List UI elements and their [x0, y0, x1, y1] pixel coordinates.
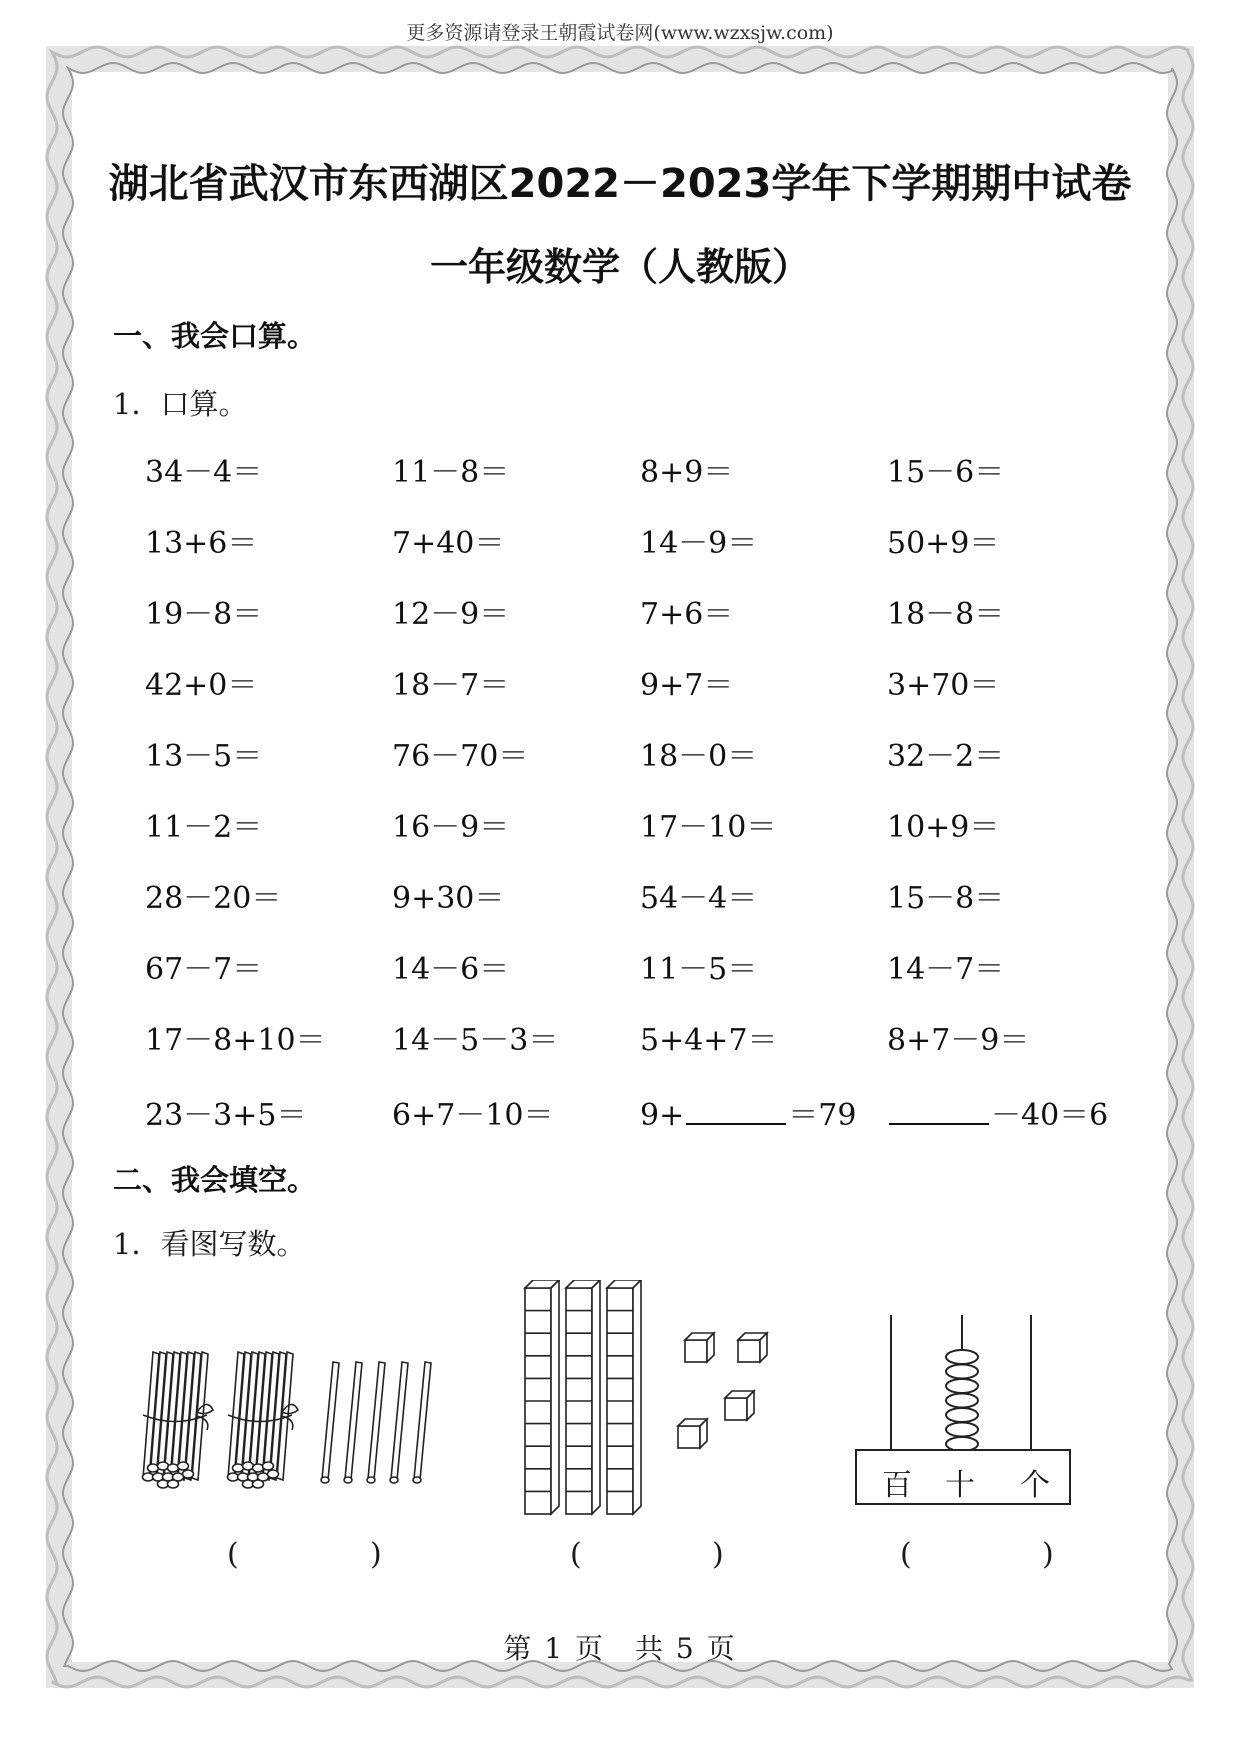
problem-expression: 12－9＝	[392, 597, 510, 632]
problem-expression: 8+9＝	[640, 455, 734, 490]
abacus-beads	[946, 1350, 978, 1451]
section-2-heading: 二、我会填空。	[113, 1163, 317, 1197]
abacus-label-tens: 十	[945, 1468, 975, 1503]
abacus-label-ones: 个	[1020, 1468, 1050, 1503]
answer-paren-close: )	[370, 1537, 382, 1572]
problem-suffix: ＝79	[788, 1098, 857, 1133]
problem-expression: 34－4＝	[145, 455, 263, 490]
fill-blank-problem	[640, 1090, 856, 1134]
stick-bundles-figure	[135, 1340, 445, 1500]
problem-expression: 32－2＝	[887, 739, 1005, 774]
question-2-label: 1．看图写数。	[113, 1227, 306, 1261]
problem-expression: 8+7－9＝	[887, 1023, 1030, 1058]
problem-expression: 54－4＝	[640, 881, 758, 916]
problem-expression: 9+30＝	[392, 881, 505, 916]
single-sticks	[321, 1362, 431, 1483]
problem-expression: 50+9＝	[887, 526, 1000, 561]
problem-expression: 14－9＝	[640, 526, 758, 561]
problem-expression: 3+70＝	[887, 668, 1000, 703]
problem-expression: 15－6＝	[887, 455, 1005, 490]
problem-expression: 13+6＝	[145, 526, 258, 561]
problem-expression: 13－5＝	[145, 739, 263, 774]
ten-rods	[525, 1280, 641, 1514]
problem-expression: 11－2＝	[145, 810, 263, 845]
problem-expression: 76－70＝	[392, 739, 529, 774]
watermark-text: 更多资源请登录王朝霞试卷网(www.wzxsjw.com)	[406, 22, 834, 44]
answer-paren-open: (	[900, 1537, 912, 1572]
problem-expression: 7+6＝	[640, 597, 734, 632]
answer-paren-open: (	[570, 1537, 582, 1572]
problem-expression: 14－5－3＝	[392, 1023, 559, 1058]
problem-suffix: －40＝6	[991, 1098, 1109, 1133]
problem-expression: 9+7＝	[640, 668, 734, 703]
problem-expression: 6+7－10＝	[392, 1098, 554, 1133]
page-footer: 第 1 页 共 5 页	[503, 1632, 737, 1665]
section-1-heading: 一、我会口算。	[113, 319, 317, 353]
unit-cubes	[678, 1333, 767, 1448]
problem-expression: 18－0＝	[640, 739, 758, 774]
exam-title: 湖北省武汉市东西湖区2022－2023学年下学期期中试卷	[108, 161, 1132, 207]
base-ten-blocks-figure	[520, 1280, 780, 1520]
stick-bundle	[228, 1352, 299, 1488]
problem-expression: 10+9＝	[887, 810, 1000, 845]
problem-expression: 11－5＝	[640, 952, 758, 987]
problem-expression: 18－8＝	[887, 597, 1005, 632]
problem-expression: 67－7＝	[145, 952, 263, 987]
problem-expression: 19－8＝	[145, 597, 263, 632]
problem-expression: 14－7＝	[887, 952, 1005, 987]
problem-expression: 11－8＝	[392, 455, 510, 490]
problem-prefix: 9+	[640, 1098, 685, 1133]
answer-paren-open: (	[227, 1537, 239, 1572]
fill-blank-problem	[887, 1090, 1108, 1134]
question-1-label: 1．口算。	[113, 387, 248, 421]
problem-expression: 42+0＝	[145, 668, 258, 703]
problem-expression: 14－6＝	[392, 952, 510, 987]
answer-paren-close: )	[1042, 1537, 1054, 1572]
problem-expression: 28－20＝	[145, 881, 282, 916]
problem-expression: 17－10＝	[640, 810, 777, 845]
abacus-label-hundreds: 百	[882, 1468, 912, 1503]
problem-expression: 7+40＝	[392, 526, 505, 561]
problem-expression: 5+4+7＝	[640, 1023, 778, 1058]
stick-bundle	[143, 1352, 214, 1488]
problem-expression: 18－7＝	[392, 668, 510, 703]
answer-paren-close: )	[712, 1537, 724, 1572]
problem-expression: 15－8＝	[887, 881, 1005, 916]
answer-blank[interactable]	[889, 1097, 989, 1125]
problem-expression: 23－3+5＝	[145, 1098, 307, 1133]
problem-expression: 17－8+10＝	[145, 1023, 326, 1058]
exam-subtitle: 一年级数学（人教版）	[429, 245, 810, 289]
answer-blank[interactable]	[686, 1097, 786, 1125]
problem-expression: 16－9＝	[392, 810, 510, 845]
